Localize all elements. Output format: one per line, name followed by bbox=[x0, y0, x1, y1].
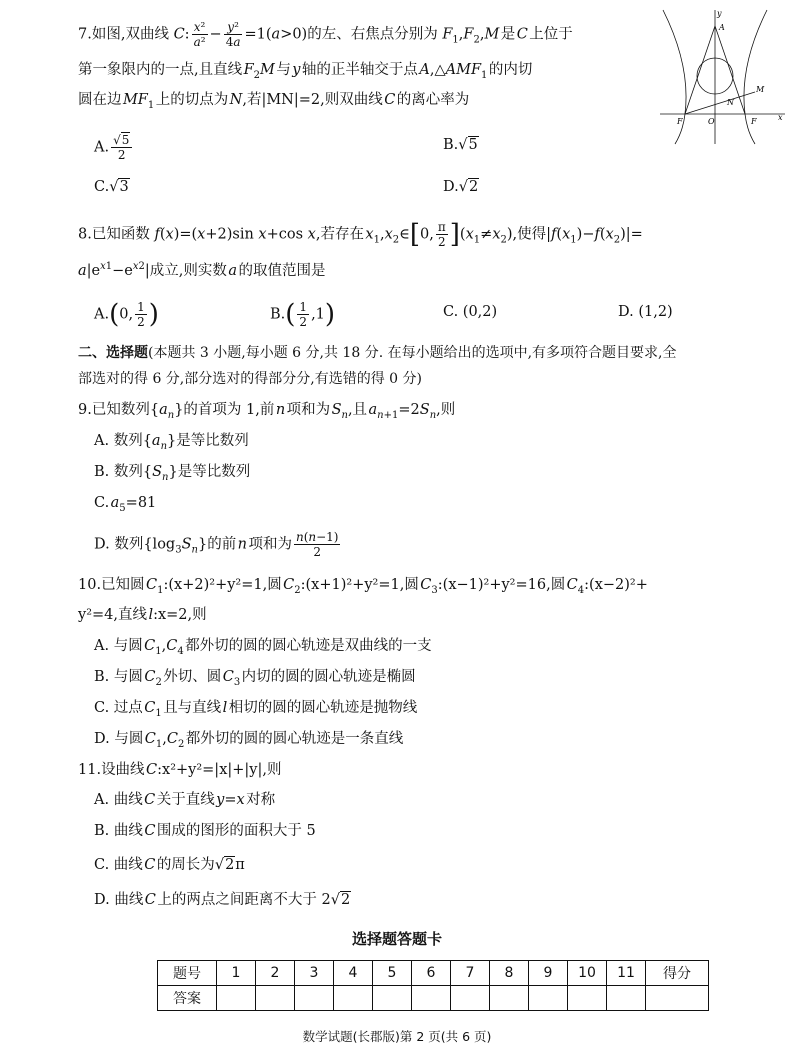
card-header-cell: 1 bbox=[217, 961, 256, 986]
card-header-cell: 11 bbox=[607, 961, 646, 986]
q10-option-c[interactable]: C. 过点 $C_1$ 且与直线 l 相切的圆的圆心轨迹是抛物线 bbox=[94, 700, 418, 719]
answer-cell-3[interactable] bbox=[295, 986, 334, 1011]
q8-line1: 8.已知函数 f(x)=(x+2)sin x+cos x,若存在 $x_1,x_2\in[0$, $\frac{\pi}{2}$ ]$(x_1\ne x_2)$,使得$|f(x_1)-f(x_2)|=$ bbox=[78, 219, 643, 250]
answer-cell-9[interactable] bbox=[529, 986, 568, 1011]
card-header-cell: 8 bbox=[490, 961, 529, 986]
q10-option-d[interactable]: D. 与圆 $C_1,C_2$ 都外切的圆的圆心轨迹是一条直线 bbox=[94, 731, 404, 750]
card-header-cell: 2 bbox=[256, 961, 295, 986]
q10-line1: 10.已知圆 $C_1:(x+2)^2+y^2=1$,圆 $C_2:(x+1)^2+y^2=1$,圆 $C_3:(x-1)^2+y^2=16$,圆 $C_4:(x-2)^2+$ bbox=[78, 577, 648, 596]
q11-option-b[interactable]: B. 曲线 C 围成的图形的面积大于 5 bbox=[94, 823, 316, 839]
q9-option-b[interactable]: B. 数列$\{S_n\}$是等比数列 bbox=[94, 464, 251, 483]
card-header-cell: 7 bbox=[451, 961, 490, 986]
answer-cell-10[interactable] bbox=[568, 986, 607, 1011]
q10-line2: y²=4,直线 l:x=2,则 bbox=[78, 607, 207, 623]
card-header-cell: 题号 bbox=[158, 961, 217, 986]
q7-line2: 第一象限内的一点,且直线 $F_2M$ 与 y 轴的正半轴交于点 $A,\triangle AMF_1$ 的内切 bbox=[78, 62, 533, 81]
q11-option-c[interactable]: C. 曲线 C 的周长为√2π bbox=[94, 857, 245, 873]
q8-option-d[interactable]: D. (1,2) bbox=[618, 304, 673, 320]
section2-desc: 部选对的得 6 分,部分选对的得部分分,有选错的得 0 分) bbox=[78, 371, 422, 387]
answer-card-table bbox=[157, 960, 709, 1011]
card-header-cell: 9 bbox=[529, 961, 568, 986]
fig-label-f2: F bbox=[751, 117, 757, 126]
answer-card-header-row bbox=[158, 961, 709, 986]
q7-option-a[interactable]: A. $\frac{√5}{2}$ bbox=[94, 133, 134, 162]
q10-option-a[interactable]: A. 与圆 $C_1,C_4$ 都外切的圆的圆心轨迹是双曲线的一支 bbox=[94, 638, 432, 657]
fig-label-x: x bbox=[778, 113, 783, 122]
q8-option-a[interactable]: A.(0, $\frac{1}{2}$ ) bbox=[94, 299, 159, 330]
answer-cell-1[interactable] bbox=[217, 986, 256, 1011]
q11-option-a[interactable]: A. 曲线 C 关于直线 y=x 对称 bbox=[94, 792, 276, 808]
q7-option-b[interactable]: B.√5 bbox=[443, 137, 478, 153]
answer-cell-8[interactable] bbox=[490, 986, 529, 1011]
answer-cell-6[interactable] bbox=[412, 986, 451, 1011]
fig-label-y: y bbox=[717, 9, 722, 18]
q9-stem: 9.已知数列$\{a_n\}$的首项为 1,前 n 项和为 $S_n$,且 $a_{n+1}=2S_n$,则 bbox=[78, 402, 456, 421]
q8-option-c[interactable]: C. (0,2) bbox=[443, 304, 498, 320]
fig-label-f1: F bbox=[677, 117, 683, 126]
q7-number: 7. bbox=[78, 26, 92, 43]
card-header-cell: 4 bbox=[334, 961, 373, 986]
q7-option-c[interactable]: C.√3 bbox=[94, 179, 129, 195]
answer-cell-2[interactable] bbox=[256, 986, 295, 1011]
card-header-cell: 得分 bbox=[646, 961, 709, 986]
q7-line3: 圆在边 $MF_1$ 上的切点为 N,若|MN|=2,则双曲线 C 的离心率为 bbox=[78, 92, 470, 111]
fig-label-o: O bbox=[708, 117, 715, 126]
q11-option-d[interactable]: D. 曲线 C 上的两点之间距离不大于 2√2 bbox=[94, 892, 351, 908]
score-cell[interactable] bbox=[646, 986, 709, 1011]
card-header-cell: 3 bbox=[295, 961, 334, 986]
q7-option-d[interactable]: D.√2 bbox=[443, 179, 479, 195]
card-row-label: 答案 bbox=[158, 986, 217, 1011]
answer-card-title: 选择题答题卡 bbox=[351, 930, 442, 948]
page-footer: 数学试题(长郡版)第 2 页(共 6 页) bbox=[302, 1029, 492, 1044]
q8-line2: $a|e^{x1}-e^{x2}|$成立,则实数 a 的取值范围是 bbox=[78, 261, 326, 279]
fig-label-a: A bbox=[719, 23, 725, 32]
q7-line1: 7.如图,双曲线 C: $\frac{\text{x²}}{\text{a²}}$ − $\frac{\text{y²}}{4a}$ =1(a>0)的左、右焦点分别为 $F_1,F_2,M$ 是 C 上位于 bbox=[78, 20, 573, 49]
q9-option-a[interactable]: A. 数列$\{a_n\}$是等比数列 bbox=[94, 433, 249, 452]
section2-header: 二、选择题(本题共 3 小题,每小题 6 分,共 18 分. 在每小题给出的选项中,有多项符合题目要求,全 bbox=[78, 345, 677, 361]
answer-card-answer-row bbox=[158, 986, 709, 1011]
hyperbola-figure bbox=[655, 6, 787, 146]
fig-label-n: N bbox=[727, 98, 734, 107]
card-header-cell: 5 bbox=[373, 961, 412, 986]
card-header-cell: 6 bbox=[412, 961, 451, 986]
answer-cell-7[interactable] bbox=[451, 986, 490, 1011]
q8-option-b[interactable]: B.( $\frac{1}{2}$ ,1) bbox=[270, 299, 336, 330]
q10-option-b[interactable]: B. 与圆 $C_2$ 外切、圆 $C_3$ 内切的圆的圆心轨迹是椭圆 bbox=[94, 669, 416, 688]
answer-cell-4[interactable] bbox=[334, 986, 373, 1011]
q11-stem: 11.设曲线 C:x²+y²=|x|+|y|,则 bbox=[78, 762, 282, 778]
card-header-cell: 10 bbox=[568, 961, 607, 986]
fig-label-m: M bbox=[756, 85, 765, 94]
q9-option-d[interactable]: D. 数列$\{\log_3S_n\}$的前 n 项和为 $\frac{n(n-1)}{2}$ bbox=[94, 530, 339, 559]
answer-cell-11[interactable] bbox=[607, 986, 646, 1011]
q9-option-c[interactable]: C. $a_5=81$ bbox=[94, 495, 157, 514]
answer-cell-5[interactable] bbox=[373, 986, 412, 1011]
